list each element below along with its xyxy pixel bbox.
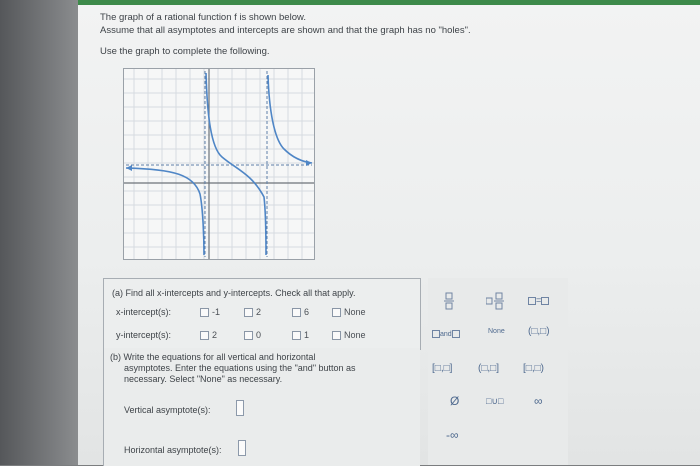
x-option-label: -1 [212,307,221,317]
fraction-icon [444,292,454,310]
checkbox-icon[interactable] [292,308,301,317]
part-b-line-3: necessary. Select "None" as necessary. [124,374,283,384]
y-option-label: None [344,330,366,340]
rational-function-graph [123,68,315,260]
part-b-line-1: (b) Write the equations for all vertical and horizontal [110,352,316,362]
problem-sheet [78,0,700,465]
fraction-button[interactable] [444,292,454,312]
y-option-1[interactable] [292,330,309,340]
infinity-button[interactable]: ∞ [534,394,543,408]
horizontal-asymptote-input[interactable] [238,440,246,456]
x-option-label: 6 [304,307,310,317]
y-intercept-label: y-intercept(s): [116,330,172,340]
mixed-number-icon [486,292,504,310]
half-open-left-button[interactable]: (□,□] [478,363,499,374]
instruction-line-2: Assume that all asymptotes and intercepts are shown and that the graph has no "holes". [100,25,471,36]
checkbox-icon[interactable] [332,308,341,317]
graph-svg [124,69,314,259]
horizontal-asymptote-label: Horizontal asymptote(s): [124,445,222,455]
neg-infinity-button[interactable]: -∞ [446,428,459,442]
desk-background [0,0,80,465]
closed-interval-button[interactable]: [□,□] [432,363,453,374]
x-option-label: 2 [256,307,262,317]
part-b-line-2: asymptotes. Enter the equations using the "and" button as [124,363,356,373]
math-palette [428,278,568,465]
equals-button[interactable]: = [528,295,549,305]
y-option-label: 2 [212,330,218,340]
x-option-none[interactable] [332,307,366,317]
checkbox-icon[interactable] [244,331,253,340]
y-option-0[interactable] [244,330,261,340]
none-button[interactable]: None [488,328,505,335]
top-accent-bar [78,0,700,5]
y-option-label: 1 [304,330,310,340]
union-button[interactable]: □∪□ [486,396,504,406]
mixed-number-button[interactable] [486,292,504,312]
checkbox-icon[interactable] [292,331,301,340]
checkbox-icon[interactable] [200,308,209,317]
y-option-none[interactable] [332,330,366,340]
empty-set-button[interactable]: Ø [450,394,460,408]
checkbox-icon[interactable] [244,308,253,317]
and-button[interactable] [432,328,460,338]
vertical-asymptote-input[interactable] [236,400,244,416]
vertical-asymptote-label: Vertical asymptote(s): [124,405,211,415]
x-option-2[interactable] [244,307,261,317]
x-option-neg1[interactable] [200,307,220,317]
x-intercept-label: x-intercept(s): [116,307,172,317]
y-option-2[interactable] [200,330,217,340]
x-option-6[interactable] [292,307,309,317]
part-a-panel [103,278,421,350]
part-a-title: (a) Find all x-intercepts and y-intercepts. Check all that apply. [112,288,356,298]
y-option-label: 0 [256,330,262,340]
checkbox-icon[interactable] [332,331,341,340]
and-label: and [440,331,452,338]
x-option-label: None [344,307,366,317]
instruction-line-3: Use the graph to complete the following. [100,46,270,57]
half-open-right-button[interactable]: [□,□) [523,363,544,374]
open-interval-button[interactable]: (□,□) [528,326,550,337]
instruction-line-1: The graph of a rational function f is shown below. [100,12,306,23]
checkbox-icon[interactable] [200,331,209,340]
part-b-panel [103,348,420,466]
